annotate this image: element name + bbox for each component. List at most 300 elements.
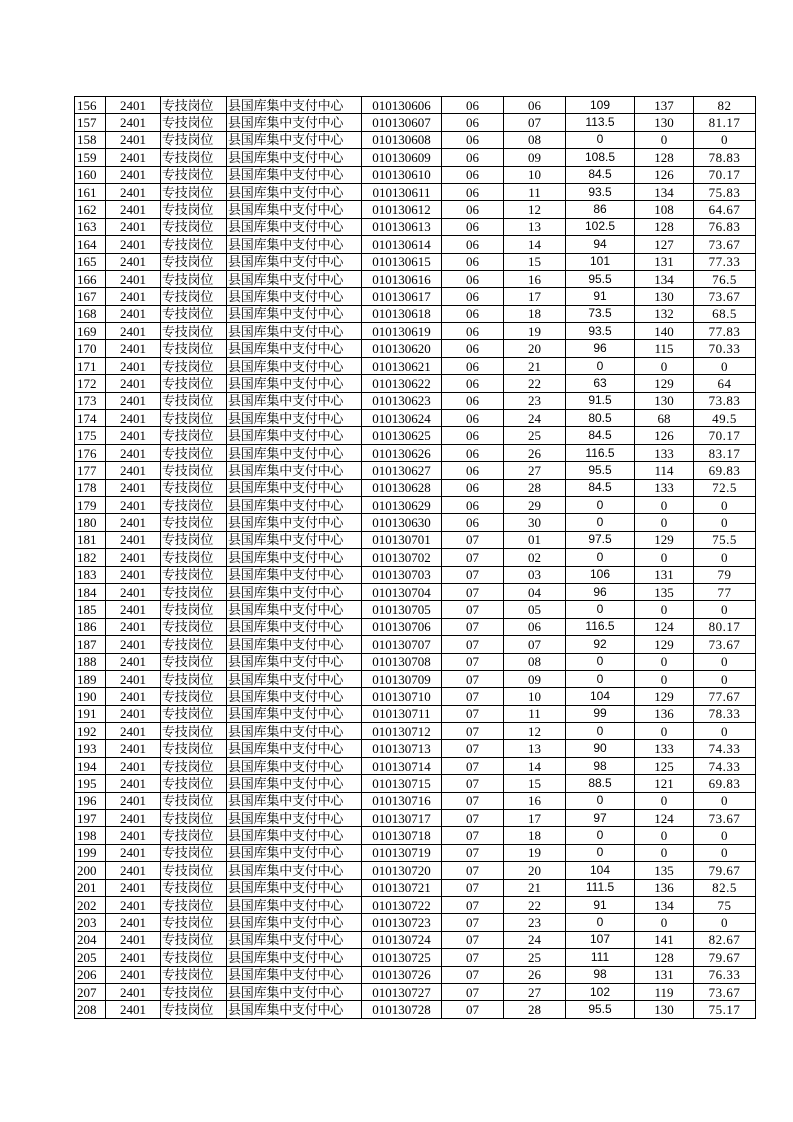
code-cell: 2401 (106, 340, 161, 357)
seq-cell: 164 (75, 236, 106, 253)
score-cell: 133 (635, 444, 694, 461)
ticket-number-cell: 010130710 (362, 688, 442, 705)
seat-cell: 22 (504, 896, 566, 913)
code-cell: 2401 (106, 131, 161, 148)
seq-cell: 206 (75, 966, 106, 983)
total-score-cell: 79.67 (694, 862, 756, 879)
ticket-number-cell: 010130708 (362, 653, 442, 670)
code-cell: 2401 (106, 357, 161, 374)
results-table (74, 96, 756, 1019)
written-score-cell: 0 (566, 653, 635, 670)
code-cell: 2401 (106, 688, 161, 705)
ticket-number-cell: 010130622 (362, 375, 442, 392)
total-score-cell: 73.67 (694, 236, 756, 253)
position-type-cell: 专技岗位 (161, 653, 227, 670)
room-cell: 06 (442, 131, 504, 148)
table-row (75, 97, 756, 114)
total-score-cell: 64 (694, 375, 756, 392)
table-row (75, 775, 756, 792)
code-cell: 2401 (106, 270, 161, 287)
room-cell: 06 (442, 375, 504, 392)
code-cell: 2401 (106, 218, 161, 235)
written-score-cell: 0 (566, 601, 635, 618)
seq-cell: 160 (75, 166, 106, 183)
score-cell: 130 (635, 1001, 694, 1018)
unit-cell: 县国库集中支付中心 (227, 740, 362, 757)
ticket-number-cell: 010130721 (362, 879, 442, 896)
score-cell: 115 (635, 340, 694, 357)
total-score-cell: 74.33 (694, 740, 756, 757)
seat-cell: 27 (504, 983, 566, 1000)
table-row (75, 462, 756, 479)
position-type-cell: 专技岗位 (161, 740, 227, 757)
seat-cell: 22 (504, 375, 566, 392)
room-cell: 07 (442, 757, 504, 774)
code-cell: 2401 (106, 166, 161, 183)
total-score-cell: 72.5 (694, 479, 756, 496)
total-score-cell: 0 (694, 357, 756, 374)
code-cell: 2401 (106, 775, 161, 792)
ticket-number-cell: 010130717 (362, 810, 442, 827)
seat-cell: 11 (504, 705, 566, 722)
unit-cell: 县国库集中支付中心 (227, 757, 362, 774)
ticket-number-cell: 010130709 (362, 670, 442, 687)
seat-cell: 20 (504, 340, 566, 357)
score-cell: 119 (635, 983, 694, 1000)
seq-cell: 159 (75, 149, 106, 166)
unit-cell: 县国库集中支付中心 (227, 531, 362, 548)
ticket-number-cell: 010130624 (362, 410, 442, 427)
seq-cell: 175 (75, 427, 106, 444)
score-cell: 0 (635, 357, 694, 374)
total-score-cell: 0 (694, 723, 756, 740)
table-row (75, 688, 756, 705)
room-cell: 07 (442, 862, 504, 879)
code-cell: 2401 (106, 1001, 161, 1018)
total-score-cell: 82.5 (694, 879, 756, 896)
code-cell: 2401 (106, 670, 161, 687)
position-type-cell: 专技岗位 (161, 166, 227, 183)
code-cell: 2401 (106, 375, 161, 392)
total-score-cell: 74.33 (694, 757, 756, 774)
written-score-cell: 102 (566, 983, 635, 1000)
table-row (75, 949, 756, 966)
score-cell: 131 (635, 566, 694, 583)
unit-cell: 县国库集中支付中心 (227, 288, 362, 305)
written-score-cell: 84.5 (566, 427, 635, 444)
position-type-cell: 专技岗位 (161, 410, 227, 427)
seat-cell: 26 (504, 444, 566, 461)
position-type-cell: 专技岗位 (161, 983, 227, 1000)
room-cell: 06 (442, 323, 504, 340)
ticket-number-cell: 010130627 (362, 462, 442, 479)
total-score-cell: 82 (694, 97, 756, 114)
unit-cell: 县国库集中支付中心 (227, 827, 362, 844)
seat-cell: 10 (504, 688, 566, 705)
score-cell: 129 (635, 636, 694, 653)
score-cell: 141 (635, 931, 694, 948)
unit-cell: 县国库集中支付中心 (227, 201, 362, 218)
code-cell: 2401 (106, 496, 161, 513)
ticket-number-cell: 010130610 (362, 166, 442, 183)
seat-cell: 19 (504, 323, 566, 340)
table-row (75, 323, 756, 340)
room-cell: 06 (442, 183, 504, 200)
seq-cell: 161 (75, 183, 106, 200)
ticket-number-cell: 010130703 (362, 566, 442, 583)
position-type-cell: 专技岗位 (161, 392, 227, 409)
seat-cell: 24 (504, 410, 566, 427)
table-row (75, 514, 756, 531)
ticket-number-cell: 010130719 (362, 844, 442, 861)
unit-cell: 县国库集中支付中心 (227, 983, 362, 1000)
ticket-number-cell: 010130629 (362, 496, 442, 513)
seat-cell: 12 (504, 201, 566, 218)
seat-cell: 08 (504, 653, 566, 670)
unit-cell: 县国库集中支付中心 (227, 618, 362, 635)
room-cell: 07 (442, 705, 504, 722)
room-cell: 07 (442, 983, 504, 1000)
written-score-cell: 101 (566, 253, 635, 270)
written-score-cell: 95.5 (566, 270, 635, 287)
code-cell: 2401 (106, 705, 161, 722)
position-type-cell: 专技岗位 (161, 253, 227, 270)
code-cell: 2401 (106, 427, 161, 444)
position-type-cell: 专技岗位 (161, 896, 227, 913)
seat-cell: 28 (504, 479, 566, 496)
room-cell: 07 (442, 688, 504, 705)
seat-cell: 27 (504, 462, 566, 479)
code-cell: 2401 (106, 288, 161, 305)
table-row (75, 288, 756, 305)
unit-cell: 县国库集中支付中心 (227, 810, 362, 827)
room-cell: 07 (442, 549, 504, 566)
seat-cell: 29 (504, 496, 566, 513)
written-score-cell: 97 (566, 810, 635, 827)
position-type-cell: 专技岗位 (161, 357, 227, 374)
total-score-cell: 0 (694, 514, 756, 531)
score-cell: 0 (635, 844, 694, 861)
unit-cell: 县国库集中支付中心 (227, 462, 362, 479)
ticket-number-cell: 010130612 (362, 201, 442, 218)
score-cell: 130 (635, 392, 694, 409)
ticket-number-cell: 010130701 (362, 531, 442, 548)
score-cell: 127 (635, 236, 694, 253)
room-cell: 06 (442, 201, 504, 218)
seq-cell: 178 (75, 479, 106, 496)
seat-cell: 30 (504, 514, 566, 531)
position-type-cell: 专技岗位 (161, 775, 227, 792)
score-cell: 134 (635, 896, 694, 913)
seq-cell: 170 (75, 340, 106, 357)
total-score-cell: 49.5 (694, 410, 756, 427)
total-score-cell: 77 (694, 583, 756, 600)
written-score-cell: 97.5 (566, 531, 635, 548)
room-cell: 07 (442, 775, 504, 792)
position-type-cell: 专技岗位 (161, 549, 227, 566)
seq-cell: 199 (75, 844, 106, 861)
seq-cell: 167 (75, 288, 106, 305)
score-cell: 121 (635, 775, 694, 792)
table-row (75, 966, 756, 983)
code-cell: 2401 (106, 566, 161, 583)
unit-cell: 县国库集中支付中心 (227, 879, 362, 896)
ticket-number-cell: 010130727 (362, 983, 442, 1000)
position-type-cell: 专技岗位 (161, 531, 227, 548)
total-score-cell: 82.67 (694, 931, 756, 948)
seat-cell: 19 (504, 844, 566, 861)
seq-cell: 208 (75, 1001, 106, 1018)
unit-cell: 县国库集中支付中心 (227, 479, 362, 496)
room-cell: 07 (442, 931, 504, 948)
score-cell: 0 (635, 914, 694, 931)
unit-cell: 县国库集中支付中心 (227, 270, 362, 287)
table-row (75, 566, 756, 583)
table-row (75, 410, 756, 427)
score-cell: 128 (635, 218, 694, 235)
ticket-number-cell: 010130608 (362, 131, 442, 148)
ticket-number-cell: 010130619 (362, 323, 442, 340)
seq-cell: 200 (75, 862, 106, 879)
total-score-cell: 64.67 (694, 201, 756, 218)
unit-cell: 县国库集中支付中心 (227, 1001, 362, 1018)
seat-cell: 04 (504, 583, 566, 600)
score-cell: 124 (635, 618, 694, 635)
seq-cell: 172 (75, 375, 106, 392)
total-score-cell: 70.17 (694, 166, 756, 183)
unit-cell: 县国库集中支付中心 (227, 97, 362, 114)
written-score-cell: 104 (566, 688, 635, 705)
seq-cell: 203 (75, 914, 106, 931)
seat-cell: 21 (504, 879, 566, 896)
unit-cell: 县国库集中支付中心 (227, 862, 362, 879)
code-cell: 2401 (106, 757, 161, 774)
total-score-cell: 79 (694, 566, 756, 583)
ticket-number-cell: 010130714 (362, 757, 442, 774)
table-row (75, 931, 756, 948)
score-cell: 135 (635, 583, 694, 600)
ticket-number-cell: 010130611 (362, 183, 442, 200)
written-score-cell: 93.5 (566, 323, 635, 340)
table-row (75, 723, 756, 740)
seq-cell: 181 (75, 531, 106, 548)
code-cell: 2401 (106, 97, 161, 114)
unit-cell: 县国库集中支付中心 (227, 514, 362, 531)
unit-cell: 县国库集中支付中心 (227, 444, 362, 461)
written-score-cell: 93.5 (566, 183, 635, 200)
seq-cell: 162 (75, 201, 106, 218)
code-cell: 2401 (106, 462, 161, 479)
position-type-cell: 专技岗位 (161, 1001, 227, 1018)
position-type-cell: 专技岗位 (161, 323, 227, 340)
ticket-number-cell: 010130625 (362, 427, 442, 444)
written-score-cell: 104 (566, 862, 635, 879)
seq-cell: 158 (75, 131, 106, 148)
written-score-cell: 0 (566, 827, 635, 844)
score-cell: 136 (635, 705, 694, 722)
total-score-cell: 78.33 (694, 705, 756, 722)
room-cell: 07 (442, 601, 504, 618)
total-score-cell: 77.33 (694, 253, 756, 270)
seq-cell: 184 (75, 583, 106, 600)
table-row (75, 496, 756, 513)
unit-cell: 县国库集中支付中心 (227, 949, 362, 966)
position-type-cell: 专技岗位 (161, 183, 227, 200)
position-type-cell: 专技岗位 (161, 427, 227, 444)
room-cell: 07 (442, 723, 504, 740)
code-cell: 2401 (106, 114, 161, 131)
code-cell: 2401 (106, 201, 161, 218)
total-score-cell: 73.67 (694, 983, 756, 1000)
table-row (75, 792, 756, 809)
code-cell: 2401 (106, 844, 161, 861)
score-cell: 131 (635, 966, 694, 983)
seq-cell: 166 (75, 270, 106, 287)
total-score-cell: 81.17 (694, 114, 756, 131)
seat-cell: 13 (504, 740, 566, 757)
room-cell: 07 (442, 566, 504, 583)
position-type-cell: 专技岗位 (161, 479, 227, 496)
seat-cell: 28 (504, 1001, 566, 1018)
total-score-cell: 69.83 (694, 775, 756, 792)
room-cell: 07 (442, 966, 504, 983)
unit-cell: 县国库集中支付中心 (227, 392, 362, 409)
unit-cell: 县国库集中支付中心 (227, 688, 362, 705)
room-cell: 06 (442, 410, 504, 427)
seat-cell: 10 (504, 166, 566, 183)
unit-cell: 县国库集中支付中心 (227, 896, 362, 913)
ticket-number-cell: 010130606 (362, 97, 442, 114)
ticket-number-cell: 010130728 (362, 1001, 442, 1018)
unit-cell: 县国库集中支付中心 (227, 670, 362, 687)
table-row (75, 340, 756, 357)
position-type-cell: 专技岗位 (161, 705, 227, 722)
score-cell: 135 (635, 862, 694, 879)
code-cell: 2401 (106, 305, 161, 322)
total-score-cell: 76.5 (694, 270, 756, 287)
ticket-number-cell: 010130613 (362, 218, 442, 235)
position-type-cell: 专技岗位 (161, 601, 227, 618)
seat-cell: 05 (504, 601, 566, 618)
position-type-cell: 专技岗位 (161, 149, 227, 166)
total-score-cell: 75.5 (694, 531, 756, 548)
position-type-cell: 专技岗位 (161, 201, 227, 218)
position-type-cell: 专技岗位 (161, 879, 227, 896)
code-cell: 2401 (106, 583, 161, 600)
written-score-cell: 88.5 (566, 775, 635, 792)
table-row (75, 740, 756, 757)
written-score-cell: 90 (566, 740, 635, 757)
written-score-cell: 0 (566, 792, 635, 809)
ticket-number-cell: 010130712 (362, 723, 442, 740)
room-cell: 06 (442, 427, 504, 444)
room-cell: 06 (442, 253, 504, 270)
position-type-cell: 专技岗位 (161, 723, 227, 740)
room-cell: 06 (442, 514, 504, 531)
ticket-number-cell: 010130704 (362, 583, 442, 600)
room-cell: 07 (442, 792, 504, 809)
score-cell: 129 (635, 375, 694, 392)
position-type-cell: 专技岗位 (161, 688, 227, 705)
total-score-cell: 0 (694, 827, 756, 844)
ticket-number-cell: 010130628 (362, 479, 442, 496)
seat-cell: 15 (504, 253, 566, 270)
score-cell: 140 (635, 323, 694, 340)
seat-cell: 13 (504, 218, 566, 235)
room-cell: 06 (442, 392, 504, 409)
written-score-cell: 108.5 (566, 149, 635, 166)
score-cell: 130 (635, 288, 694, 305)
written-score-cell: 94 (566, 236, 635, 253)
room-cell: 06 (442, 496, 504, 513)
code-cell: 2401 (106, 253, 161, 270)
position-type-cell: 专技岗位 (161, 827, 227, 844)
seat-cell: 17 (504, 810, 566, 827)
ticket-number-cell: 010130618 (362, 305, 442, 322)
seq-cell: 194 (75, 757, 106, 774)
score-cell: 128 (635, 149, 694, 166)
score-cell: 0 (635, 827, 694, 844)
room-cell: 06 (442, 305, 504, 322)
score-cell: 0 (635, 792, 694, 809)
written-score-cell: 0 (566, 131, 635, 148)
ticket-number-cell: 010130713 (362, 740, 442, 757)
total-score-cell: 78.83 (694, 149, 756, 166)
total-score-cell: 73.83 (694, 392, 756, 409)
room-cell: 07 (442, 1001, 504, 1018)
unit-cell: 县国库集中支付中心 (227, 549, 362, 566)
room-cell: 06 (442, 479, 504, 496)
seq-cell: 187 (75, 636, 106, 653)
unit-cell: 县国库集中支付中心 (227, 705, 362, 722)
score-cell: 133 (635, 479, 694, 496)
seat-cell: 01 (504, 531, 566, 548)
written-score-cell: 73.5 (566, 305, 635, 322)
position-type-cell: 专技岗位 (161, 618, 227, 635)
position-type-cell: 专技岗位 (161, 670, 227, 687)
code-cell: 2401 (106, 949, 161, 966)
table-row (75, 270, 756, 287)
code-cell: 2401 (106, 636, 161, 653)
table-row (75, 114, 756, 131)
table-row (75, 357, 756, 374)
seat-cell: 18 (504, 305, 566, 322)
seq-cell: 156 (75, 97, 106, 114)
ticket-number-cell: 010130726 (362, 966, 442, 983)
room-cell: 07 (442, 896, 504, 913)
table-row (75, 1001, 756, 1018)
seq-cell: 182 (75, 549, 106, 566)
written-score-cell: 98 (566, 966, 635, 983)
written-score-cell: 116.5 (566, 444, 635, 461)
total-score-cell: 73.67 (694, 636, 756, 653)
written-score-cell: 0 (566, 670, 635, 687)
score-cell: 128 (635, 949, 694, 966)
ticket-number-cell: 010130617 (362, 288, 442, 305)
score-cell: 0 (635, 496, 694, 513)
written-score-cell: 0 (566, 914, 635, 931)
ticket-number-cell: 010130706 (362, 618, 442, 635)
seq-cell: 173 (75, 392, 106, 409)
room-cell: 07 (442, 879, 504, 896)
written-score-cell: 98 (566, 757, 635, 774)
code-cell: 2401 (106, 479, 161, 496)
seq-cell: 207 (75, 983, 106, 1000)
written-score-cell: 0 (566, 496, 635, 513)
position-type-cell: 专技岗位 (161, 862, 227, 879)
position-type-cell: 专技岗位 (161, 792, 227, 809)
room-cell: 06 (442, 236, 504, 253)
